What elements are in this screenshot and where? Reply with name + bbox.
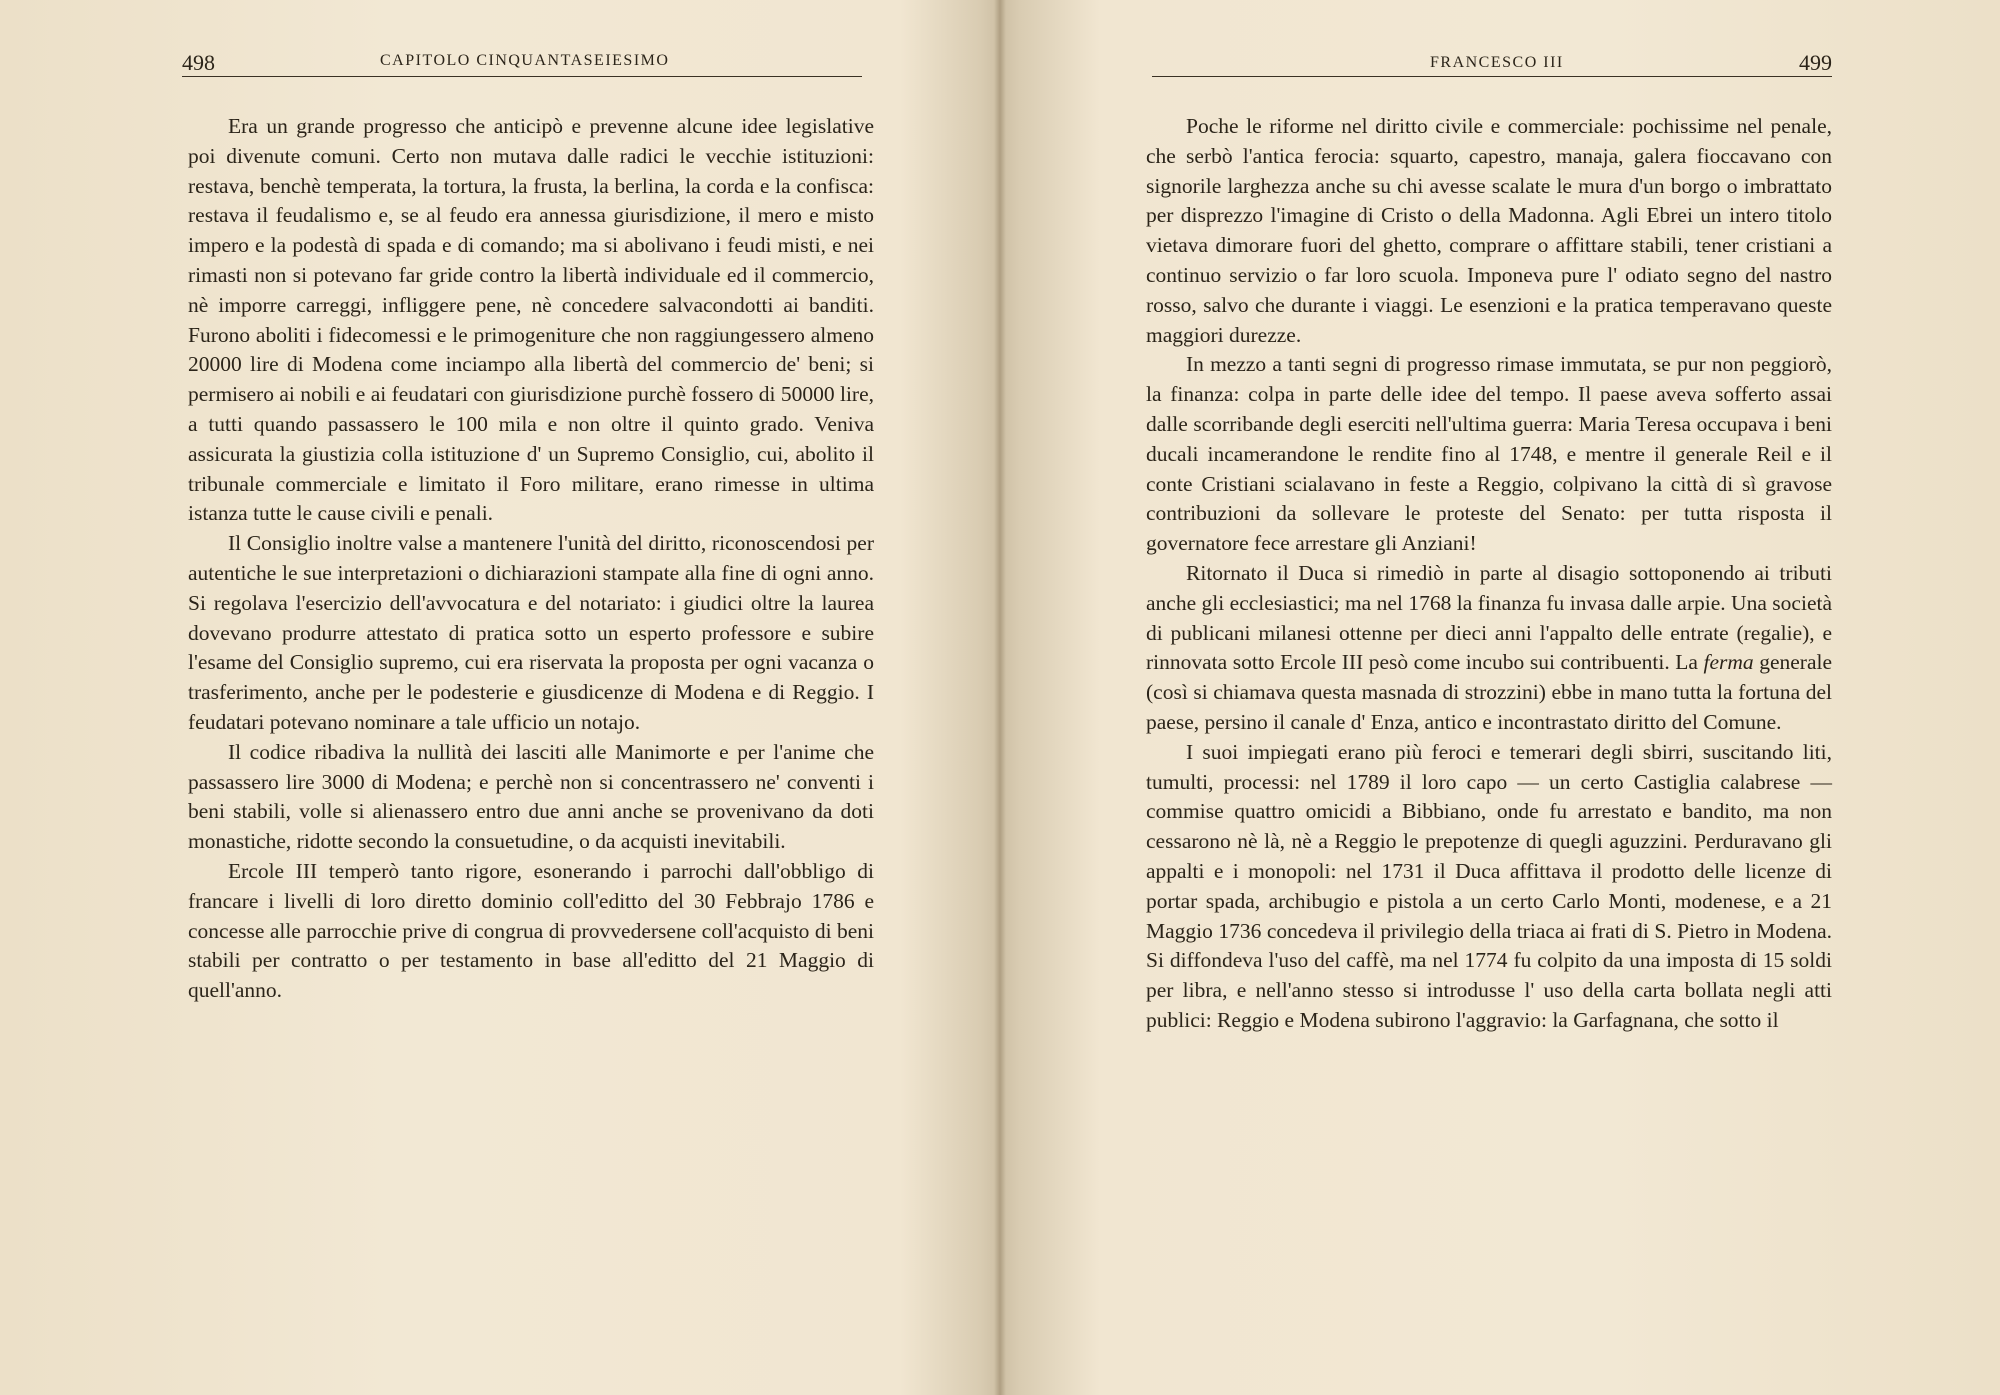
- right-paragraph-3: [1146, 559, 1832, 738]
- right-paragraph-1: Poche le riforme nel diritto civile e commerciale: pochissime nel penale, che serbò l'antica ferocia: squarto, capestro, manaja, galera fioccavano con signorile larghezza anche su chi avesse scalate le mura d'un borgo o imbrattato per disprezzo l'imagine di Cristo o della Madonna. Agli Ebrei un intero titolo vietava dimorare fuori del ghetto, comprare o affittare stabili, tener cristiani a continuo servizio o far loro scuola. Imponeva pure l' odiato segno del nastro rosso, salvo che durante i viaggi. Le esenzioni e la pratica temperavano queste maggiori durezze.: [1146, 114, 1832, 347]
- left-page-number: 498: [182, 50, 215, 75]
- right-paragraph-2: In mezzo a tanti segni di progresso rimase immutata, se pur non peggiorò, la finanza: colpa in parte delle idee del tempo. Il paese aveva sofferto assai dalle scorribande degli eserciti nell'ultima guerra: Maria Teresa occupava i beni ducali incamerandone le rendite fino al 1748, e mentre il generale Reil e il conte Cristiani scialavano in feste a Reggio, colpivano la città di sì gravose contribuzioni da sollevare le proteste del Senato: per tutta risposta il governatore fece arrestare gli Anziani!: [1146, 352, 1832, 556]
- right-page-body: [1146, 112, 1832, 1036]
- right-page-number: 499: [1799, 50, 1832, 75]
- left-paragraph-1: Era un grande progresso che anticipò e prevenne alcune idee legislative poi divenute comuni. Certo non mutava dalle radici le vecchie istituzioni: restava, benchè temperata, la tortura, la frusta, la berlina, la corda e la confisca: restava il feudalismo e, se al feudo era annessa giurisdizione, il mero e misto impero e la podestà di spada e di comando; ma si abolivano i feudi misti, e nei rimasti non si potevano far gride contro la libertà individuale ed il commercio, nè imporre carreggi, infliggere pene, nè concedere salvacondotti ai banditi. Furono aboliti i fidecomessi e le primogeniture che non raggiungessero almeno 20000 lire di Modena come inciampo alla libertà del commercio de' beni; si permisero ai nobili e ai feudatari con giurisdizione purchè fossero di 50000 lire, a tutti quando passassero le 100 mila e non oltre il quinto grado. Veniva assicurata la giustizia colla istituzione d' un Supremo Consiglio, cui, abolito il tribunale commerciale e limitato il Foro militare, erano rimesse in ultima istanza tutte le cause civili e penali.: [188, 114, 874, 526]
- left-page-header: [182, 50, 862, 77]
- right-page-header: [1152, 50, 1832, 77]
- left-running-head: CAPITOLO CINQUANTASEIESIMO: [380, 52, 670, 69]
- right-paragraph-3-start: Ritornato il Duca si rimediò in parte al disagio sottoponendo ai tributi anche gli ecclesiastici; ma nel 1768 la finanza fu invasa dalle arpie. Una società di publicani milanesi ottenne per dieci anni l'appalto delle entrate (regalie), e rinnovata sotto Ercole III pesò come incubo sui contribuenti. La: [1146, 560, 1832, 675]
- book-gutter: [994, 0, 1006, 1395]
- right-paragraph-3-end: generale (così si chiamava questa masnada di strozzini) ebbe in mano tutta la fortuna del paese, persino il canale d' Enza, antico e incontrastato diritto del Comune.: [1146, 650, 1833, 734]
- right-page: [1006, 0, 2000, 1395]
- ferma-italic-term: ferma: [1703, 650, 1754, 675]
- left-page: [0, 0, 994, 1395]
- right-paragraph-4: I suoi impiegati erano più feroci e temerari degli sbirri, suscitando liti, tumulti, processi: nel 1789 il loro capo — un certo Castiglia calabrese — commise quattro omicidi a Bibbiano, onde fu arrestato e bandito, ma non cessarono nè là, nè a Reggio le prepotenze di quegli aguzzini. Perduravano gli appalti e i monopoli: nel 1731 il Duca affittava il prodotto delle licenze di portar spada, archibugio e pistola a un certo Carlo Monti, modenese, e a 21 Maggio 1736 concedeva il privilegio della triaca ai frati di S. Pietro in Modena. Si diffondeva l'uso del caffè, ma nel 1774 fu colpito da una imposta di 15 soldi per libra, e nell'anno stesso si introdusse l' uso della carta bollata negli atti publici: Reggio e Modena subirono l'aggravio: la Garfagnana, che sotto il: [1146, 739, 1832, 1032]
- left-paragraph-2: Il Consiglio inoltre valse a mantenere l'unità del diritto, riconoscendosi per autentiche le sue interpretazioni o dichiarazioni stampate alla fine di ogni anno. Si regolava l'esercizio dell'avvocatura e del notariato: i giudici oltre la laurea dovevano produrre attestato di pratica sotto un esperto professore e subire l'esame del Consiglio supremo, cui era riservata la proposta per ogni vacanza o trasferimento, anche per le podesterie e giusdicenze di Modena e di Reggio. I feudatari potevano nominare a tale ufficio un notajo.: [188, 531, 874, 734]
- left-page-body: [188, 112, 874, 1006]
- left-paragraph-3: Il codice ribadiva la nullità dei lasciti alle Manimorte e per l'anime che passassero lire 3000 di Modena; e perchè non si concentrassero ne' conventi i beni stabili, volle si alienassero entro due anni anche se provenivano da doti monastiche, ridotte secondo la consuetudine, o da acquisti inevitabili.: [188, 739, 874, 854]
- right-running-head: FRANCESCO III: [1430, 54, 1564, 71]
- left-paragraph-4: Ercole III temperò tanto rigore, esonerando i parrochi dall'obbligo di francare i livelli di loro diretto dominio coll'editto del 30 Febbrajo 1786 e concesse alle parrocchie prive di congrua di provvedersene coll'acquisto di beni stabili per contratto o per testamento in base all'editto del 21 Maggio di quell'anno.: [188, 858, 874, 1003]
